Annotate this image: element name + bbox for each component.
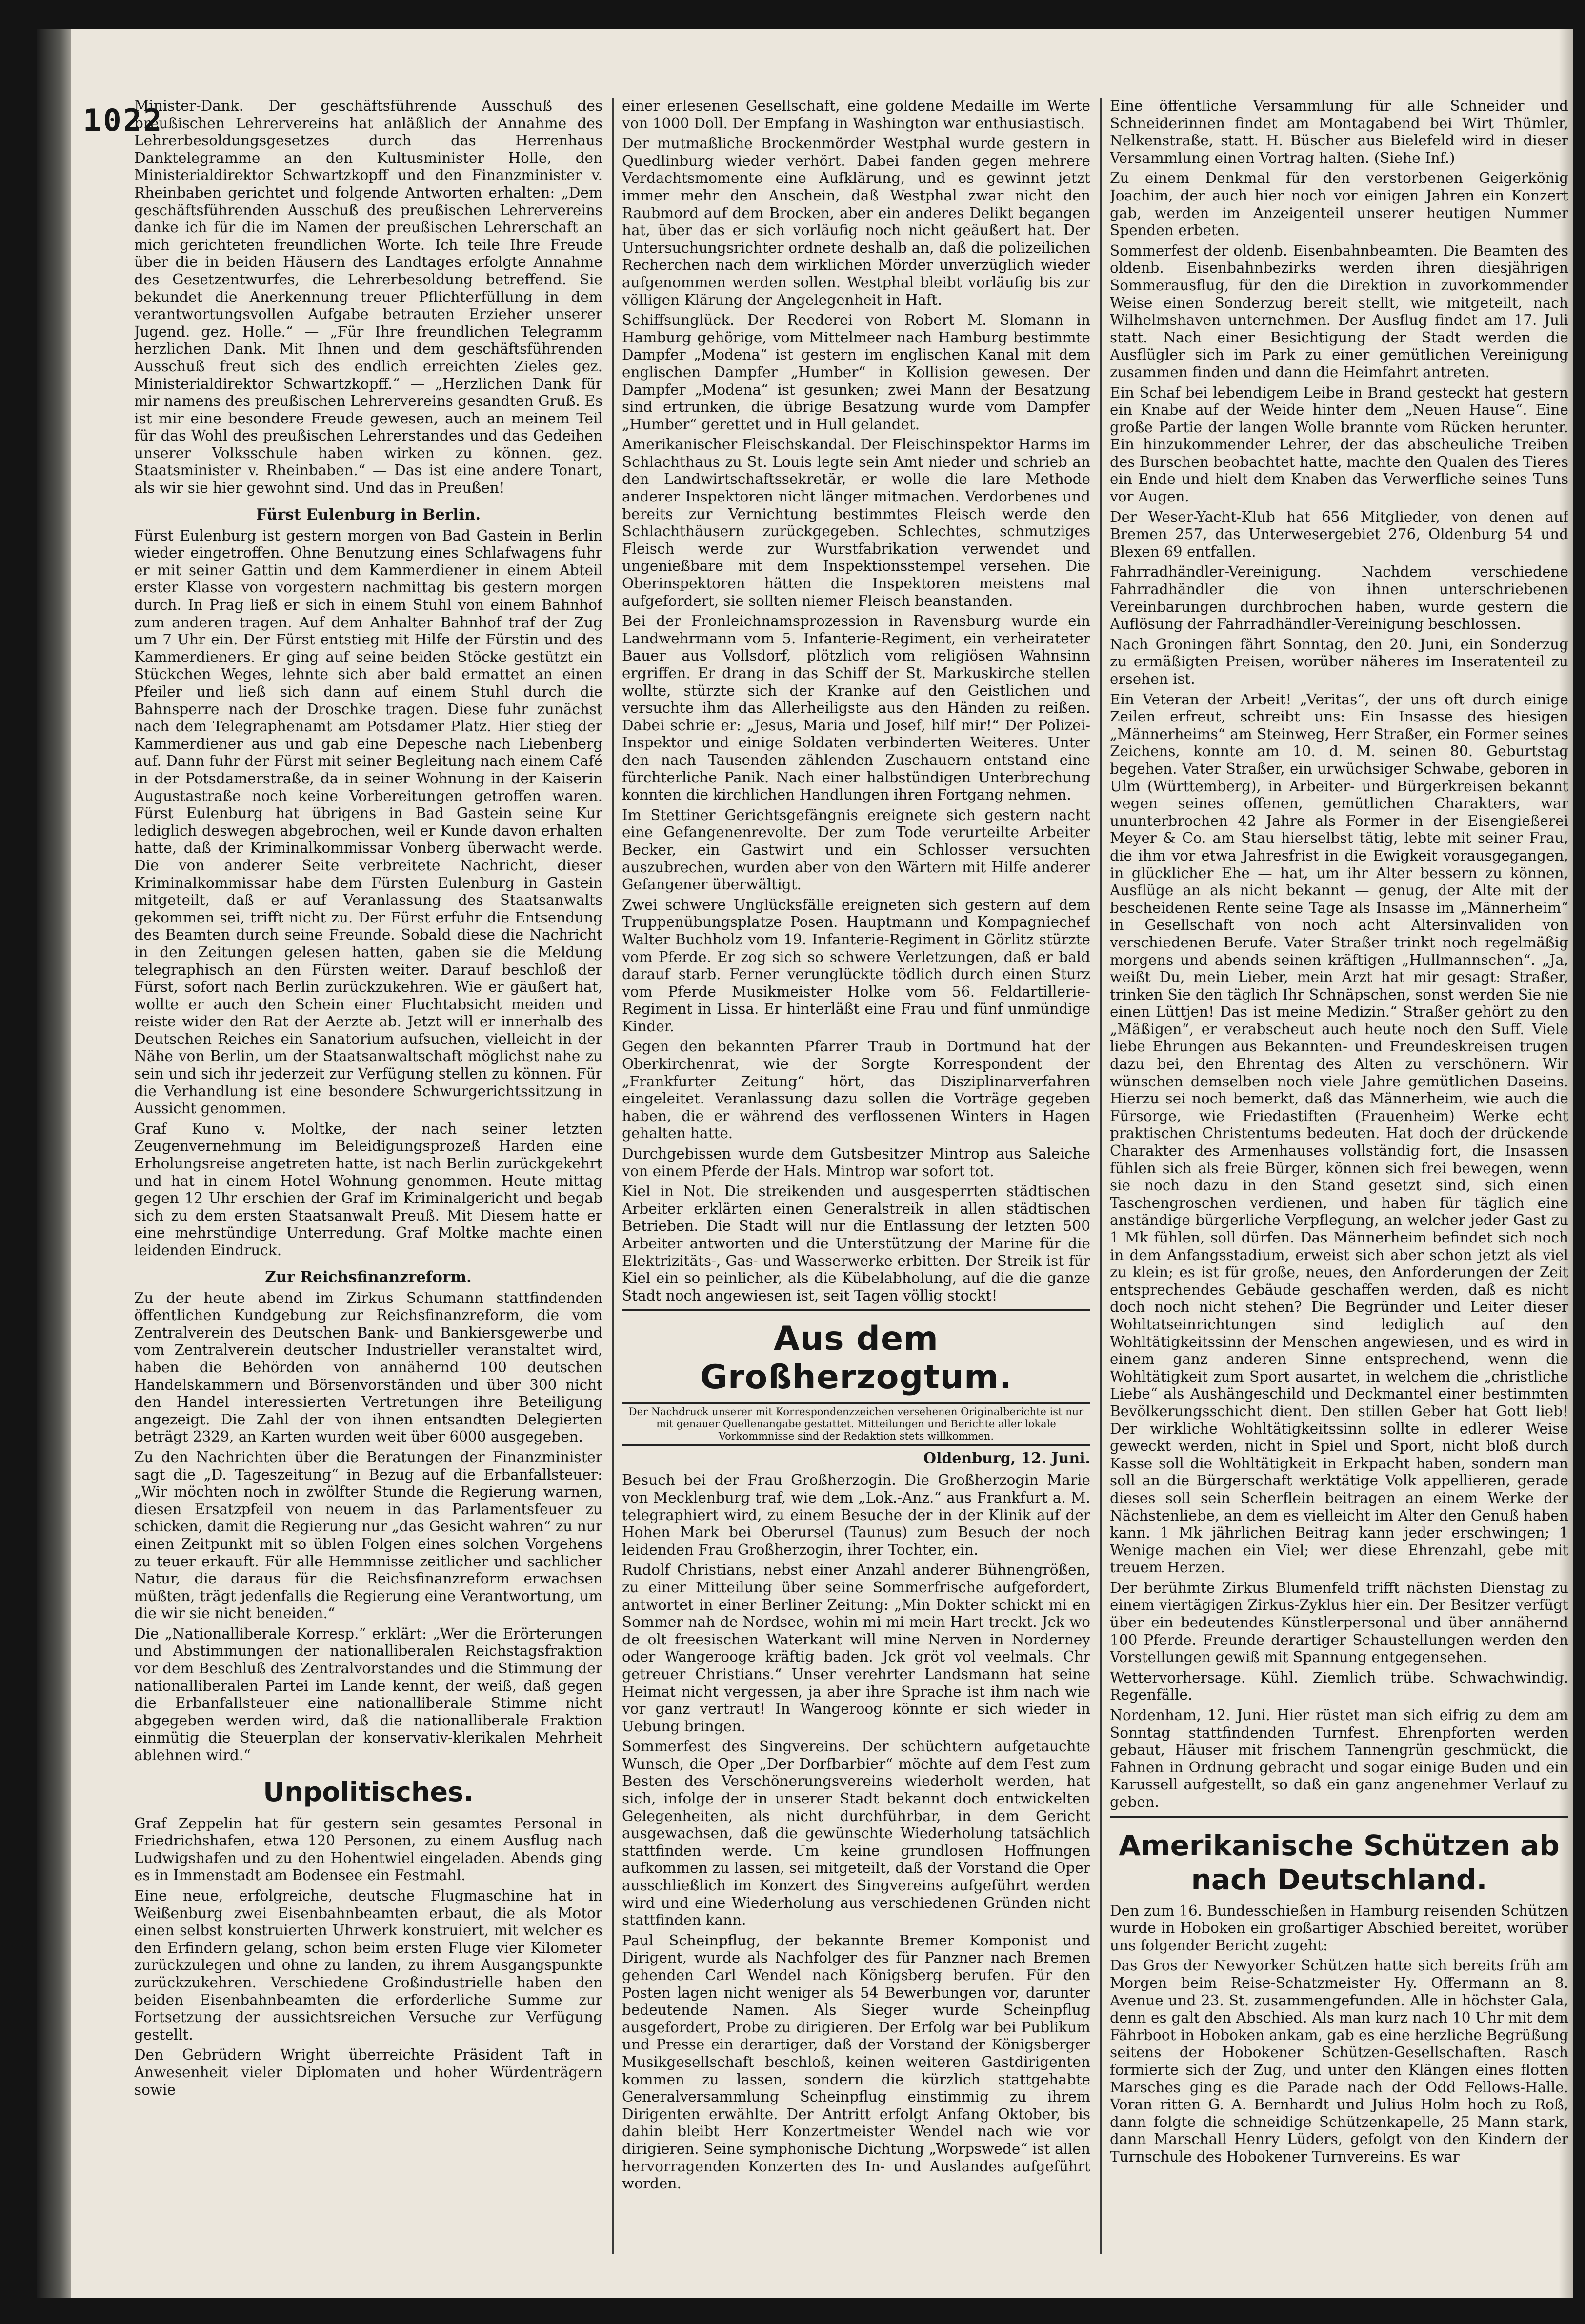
article-eulenburg: Fürst Eulenburg ist gestern morgen von Bad Gastein in Berlin wieder eingetroffen. Ohne Benutzung eines Schlafwagens fuhr er mit seiner Gattin und dem Kammerdiener in einem Abteil erster Klasse von vorgestern nachmittag bis gestern morgen durch. In Prag ließ er sich in einem Stuhl von einem Bahnhof zum anderen tragen. Auf dem Anhalter Bahnhof traf der Zug um 7 Uhr ein. Der Fürst entstieg mit Hilfe der Fürstin und des Kammerdieners. Er ging auf seine beiden Stöcke gestützt ein Stückchen Weges, lehnte sich aber bald ermattet an einen Pfeiler und ließ sich dann auf einem Stuhl durch die Bahnsperre nach der Droschke tragen. Diese fuhr zunächst nach dem Telegraphenamt am Potsdamer Platz. Hier stieg der Kammerdiener aus und gab eine Depesche nach Liebenberg auf. Dann fuhr der Fürst mit seiner Begleitung nach einem Café in der Potsdamerstraße, da in seiner Wohnung in der Kaiserin Augustastraße noch keine Vorbereitungen getroffen waren. Fürst Eulenburg hat übrigens in Bad Gastein seine Kur lediglich deswegen abgebrochen, weil er Kunde davon erhalten hatte, daß der Kriminalkommissar Vonberg überwacht werde. Die von anderer Seite verbreitete Nachricht, dieser Kriminalkommissar habe dem Fürsten Eulenburg in Gastein mitgeteilt, daß er auf Veranlassung des Staatsanwalts gekommen sei, trifft nicht zu. Der Fürst erfuhr die Entsendung des Beamten durch seine Freunde. Sobald diese die Nachricht in den Zeitungen gelesen hatten, gaben sie die Meldung telegraphisch an den Fürsten weiter. Darauf beschloß der Fürst, sofort nach Berlin zurückzukehren. Wie er gäußert hat, wollte er auch den Schein einer Fluchtabsicht meiden und reiste wider den Rat der Aerzte ab. Jetzt will er innerhalb des Deutschen Reiches ein Sanatorium aufsuchen, vielleicht in der Nähe von Berlin, um der Staatsanwaltschaft möglichst nahe zu sein und sich ihr jederzeit zur Verfügung stellen zu können. Für die Verhandlung ist eine besondere Schwurgerichtssitzung in Aussicht genommen.	[134, 527, 602, 1117]
divider-rule	[1110, 1816, 1568, 1818]
article-fahrradhaendler: Fahrradhändler-Vereinigung. Nachdem verschiedene Fahrradhändler die von ihnen unterschriebenen Vereinbarungen durchbrochen haben, wurde gestern die Auflösung der Fahrradhändler-Vereinigung beschlossen.	[1110, 563, 1568, 633]
column-1	[134, 98, 602, 2254]
article-schneider: Eine öffentliche Versammlung für alle Schneider und Schneiderinnen findet am Montagabend bei Wirt Thümler, Nelkenstraße, statt. H. Büscher aus Bielefeld wird in dieser Versammlung einen Vortrag halten. (Siehe Inf.)	[1110, 98, 1568, 166]
article-traub: Gegen den bekannten Pfarrer Traub in Dortmund hat der Oberkirchenrat, wie der Sorgte Korrespondent der „Frankfurter Zeitung“ hört, das Disziplinarverfahren eingeleitet. Veranlassung dazu sollen die Vorträge gegeben haben, die er während des verflossenen Winters in Hagen gehalten hatte.	[622, 1038, 1090, 1142]
article-christians: Rudolf Christians, nebst einer Anzahl anderer Bühnengrößen, zu einer Mitteilung über seine Sommerfrische aufgefordert, antwortet in einer Berliner Zeitung: „Min Dokter schickt mi en Sommer nah de Nordsee, wohin mi mi mein Hart treckt. Jck wo de olt freesischen Waterkant will mine Nerven in Norderney oder Wangerooge kräftig baden. Jck gröt vol veelmals. Chr getreuer Christians.“ Unser verehrter Landsmann hat seine Heimat nicht vergessen, ja aber ihre Sprache ist ihm nach wie vor ganz vertraut! In Wangeroog könnte er sich wieder in Uebung bringen.	[622, 1562, 1090, 1735]
column-3	[1110, 98, 1568, 2254]
article-ravensburg: Bei der Fronleichnamsprozession in Ravensburg wurde ein Landwehrmann vom 5. Infanterie-Regiment, ein verheirateter Bauer aus Vollsdorf, plötzlich vom religiösen Wahnsinn ergriffen. Er drang in das Schiff der St. Markuskirche stellen wollte, stürzte sich der Kranke auf den Geistlichen und versuchte ihm das Allerheiligste aus den Händen zu reißen. Dabei schrie er: „Jesus, Maria und Josef, hilf mir!“ Der Polizei-Inspektor und einige Soldaten verbinderten Weiteres. Unter den nach Tausenden zählenden Zuschauern entstand eine fürchterliche Panik. Nach einer halbstündigen Unterbrechung konnten die kirchlichen Handlungen ihren Fortgang nehmen.	[622, 613, 1090, 803]
section-headline-unpolitisches: Unpolitisches.	[263, 1776, 474, 1807]
article-wright: Den Gebrüdern Wright überreichte Präsident Taft in Anwesenheit vieler Diplomaten und hoher Würdenträgern sowie	[134, 2046, 602, 2098]
column-2	[622, 98, 1090, 2254]
article-schaf: Ein Schaf bei lebendigem Leibe in Brand gesteckt hat gestern ein Knabe auf der Weide hinter dem „Neuen Hause“. Eine große Partie der langen Wolle brannte vom Rücken herunter. Ein hinzukommender Lehrer, der das abscheuliche Treiben des Burschen beobachtet hatte, machte den Qualen des Tieres ein Ende und hielt dem Knaben das Verwerfliche seines Tuns vor Augen.	[1110, 384, 1568, 505]
section-headline-grossherzogtum: Aus dem Großherzogtum.	[700, 1320, 1012, 1397]
article-fleischskandal: Amerikanischer Fleischskandal. Der Fleischinspektor Harms im Schlachthaus zu St. Louis legte sein Amt nieder und schrieb an den Landwirtschaftssekretär, er wolle die lare Methode anderer Inspektoren nicht länger mitmachen. Verdorbenes und bereits zur Vernichtung bestimmtes Fleisch werde den Schlachthäusern zurückgegeben. Schlechtes, schmutziges Fleisch werde zur Wurstfabrikation verwendet und ungenießbare mit dem Inspektionsstempel versehen. Die Oberinspektoren hätten die Inspektoren meistens mal aufgefordert, sie sollten niemer Fleisch beanstanden.	[622, 436, 1090, 609]
article-zeppelin: Graf Zeppelin hat für gestern sein gesamtes Personal in Friedrichshafen, etwa 120 Personen, zu einem Ausflug nach Ludwigshafen und zu den Hohentwiel eingeladen. Abends ging es in Immenstadt am Bodensee ein Festmahl.	[134, 1815, 602, 1884]
article-nordenham: Nordenham, 12. Juni. Hier rüstet man sich eifrig zu dem am Sonntag stattfindenden Turnfest. Ehrenpforten werden gebaut, Häuser mit frischem Tannengrün geschmückt, die Fahnen in Ordnung gebracht und sogar einige Buden und ein Karussell aufgestellt, so daß ein ganz angenehmer Verlauf zu geben.	[1110, 1707, 1568, 1810]
article-zirkus: Der berühmte Zirkus Blumenfeld trifft nächsten Dienstag zu einem viertägigen Zirkus-Zyklus hier ein. Der Besitzer verfügt über ein bedeutendes Künstlerpersonal und über annähernd 100 Pferde. Freunde derartiger Schaustellungen werden den Vorstellungen gewiß mit Spannung entgegensehen.	[1110, 1579, 1568, 1666]
article-finanzreform-2: Zu den Nachrichten über die Beratungen der Finanzminister sagt die „D. Tageszeitung“ in Bezug auf die Erbanfallsteuer: „Wir möchten noch in zwölfter Stunde die Regierung warnen, diesen Ersatzpfeil von neuem in das Parlamentsfeuer zu schicken, damit die Regierung nur „das Gesicht wahren“ zu nur einen Zeitpunkt mit so üblen Folgen eines solchen Vorgehens zu teuer erkauft. Für alle Hemmnisse zeitlicher und sachlicher Natur, die daraus für die Reichsfinanzreform erwachsen müßten, trägt jedenfalls die Regierung eine Verantwortung, um die wir sie nicht beneiden.“	[134, 1448, 602, 1622]
article-durchgebissen: Durchgebissen wurde dem Gutsbesitzer Mintrop aus Saleiche von einem Pferde der Hals. Mintrop war sofort tot.	[622, 1145, 1090, 1180]
article-ungluecksfaelle: Zwei schwere Unglücksfälle ereigneten sich gestern auf dem Truppenübungsplatze Posen. Hauptmann und Kompagniechef Walter Buchholz vom 19. Infanterie-Regiment in Görlitz stürzte vom Pferde. Er zog sich so schwere Verletzungen, daß er bald darauf starb. Ferner verunglückte tödlich durch einen Sturz vom Pferde Musikmeister Holke vom 56. Feldartillerie-Regiment in Lissa. Er hinterläßt eine Frau und fünf unmündige Kinder.	[622, 896, 1090, 1035]
page-edge-shadow	[37, 29, 71, 2298]
article-finanzreform-3: Die „Nationalliberale Korresp.“ erklärt: „Wer die Erörterungen und Abstimmungen der nationalliberalen Reichstagsfraktion vor dem Beschluß des Zentralvorstandes und die Stimmung der nationalliberalen Partei im Lande kennt, der weiß, daß gegen die Erbanfallsteuer eine nationalliberale Stimme nicht abgegeben werden wird, daß die nationalliberale Fraktion einmütig die Steuerplan der konservativ-klerikalen Mehrheit ablehnen wird.“	[134, 1625, 602, 1764]
headline-eulenburg: Fürst Eulenburg in Berlin.	[256, 505, 481, 523]
reprint-notice: Der Nachdruck unserer mit Korrespondenzzeichen versehenen Originalberichte ist nur mit genauer Quellenangabe gestattet. Mitteilungen und Berichte aller lokale Vorkommnisse sind der Redaktion stets willkommen.	[622, 1402, 1090, 1446]
article-veteran: Ein Veteran der Arbeit! „Veritas“, der uns oft durch einige Zeilen erfreut, schreibt uns: Ein Insasse des hiesigen „Männerheims“ am Steinweg, Herr Straßer, ein Former seines Zeichens, konnte am 10. d. M. seinen 80. Geburtstag begehen. Vater Straßer, ein urwüchsiger Schwabe, geboren in Ulm (Württemberg), in Arbeiter- und Bürgerkreisen bekannt wegen seines offenen, gemütlichen Charakters, war ununterbrochen 42 Jahre als Former in der Eisengießerei Meyer & Co. am Stau hierselbst tätig, lebte mit seiner Frau, die ihm vor etwa Jahresfrist in die Ewigkeit vorausgegangen, in glücklicher Ehe — hat, um ihr Alter bessern zu können, Ausflüge an als nicht bekannt — genug, der Alte mit der bescheidenen Rente seine Tage als Insasse im „Männerheim“ in Gesellschaft von noch acht Altersinvaliden von verschiedenen Berufe. Vater Straßer trinkt noch regelmäßig morgens und abends seinen kräftigen „Hullmannschen“. „Ja, weißt Du, mein Lieber, mein Arzt hat mir gesagt: Straßer, trinken Sie den täglich Ihr Schnäpschen, sonst werden Sie nie einen Lüttjen! Das ist meine Medizin.“ Straßer gehört zu den „Mäßigen“, er verabscheut auch heute noch den Suff. Viele liebe Ehrungen aus Bekannten- und Freundeskreisen trugen dazu bei, den Ehrentag des Alten zu verschönern. Wir wünschen demselben noch viele Jahre gemütlichen Daseins. Hierzu sei noch bemerkt, daß das Männerheim, wie auch die Fürsorge, wie Friedastiften (Frauenheim) Werke echt praktischen Christentums bedeuten. Hat doch der drückende Charakter des Armenhauses vollständig fort, die Insassen fühlen sich als freie Bürger, können sich frei bewegen, wenn sie noch dazu in den Stand gesetzt sind, sich einen Taschengroschen verdienen, und haben für täglich eine anständige bürgerliche Verpflegung, an welcher jeder Gast zu 1 Mk fühlen, soll dürfen. Das Männerheim befindet sich noch in dem Anfangsstadium, erweist sich aber schon jetzt als viel zu klein; es ist für große, neues, den Anforderungen der Zeit entsprechendes Gebäude geschaffen werden, daß es nicht doch noch nicht stehen? Die Begründer und Leiter dieser Wohltatseinrichtungen sind lediglich auf den Wohltätigkeitssinn der Menschen angewiesen, und es wird in einem ganz anderen Sinne entsprechend, wenn die Wohltätigkeit zum Sport ausartet, in welchem die „christliche Liebe“ als Aushängeschild und Deckmantel einer bestimmten Bevölkerungsschicht dient. Den stillen Geber hat Gott lieb! Der wirkliche Wohltätigkeitssinn sollte in edlerer Weise geweckt werden, nicht in Spiel und Sport, nicht bloß durch Kasse soll die Wohltätigkeit in Erkpacht haben, sondern man soll an die Bürgerschaft werktätige Volk appellieren, gerade dieses soll sein Scherflein beitragen an einem Werke der Nächstenliebe, an dem es vielleicht im Alter den Genuß haben kann. 1 Mk jährlichen Beitrag kann jeder erschwingen; 1 Wenige machen ein Viel; wer diese Ehrenzahl, gebe mit treuem Herzen.	[1110, 691, 1568, 1576]
section-headline-schuetzen: Amerikanische Schützen ab nach Deutschland.	[1119, 1828, 1560, 1896]
headline-reichsfinanzreform: Zur Reichsfinanzreform.	[265, 1268, 472, 1286]
article-yacht-klub: Der Weser-Yacht-Klub hat 656 Mitglieder, von denen auf Bremen 257, das Unterwesergebiet 276, Oldenburg 54 und Blexen 69 entfallen.	[1110, 508, 1568, 560]
article-groningen: Nach Groningen fährt Sonntag, den 20. Juni, ein Sonderzug zu ermäßigten Preisen, worüber näheres im Inseratenteil zu ersehen ist.	[1110, 636, 1568, 687]
article-joachim: Zu einem Denkmal für den verstorbenen Geigerkönig Joachim, der auch hier noch vor einigen Jahren ein Konzert gab, werden im Anzeigenteil unserer heutigen Nummer Spenden erbeten.	[1110, 170, 1568, 239]
article-wetter: Wettervorhersage. Kühl. Ziemlich trübe. Schwachwindig. Regenfälle.	[1110, 1669, 1568, 1703]
article-moltke: Graf Kuno v. Moltke, der nach seiner letzten Zeugenvernehmung im Beleidigungsprozeß Harden eine Erholungsreise angetreten hatte, ist nach Berlin zurückgekehrt und hat in einem Hotel Wohnung genommen. Heute mittag gegen 12 Uhr erschien der Graf im Kriminalgericht und begab sich zu dem ersten Staatsanwalt Preuß. Mit Diesem hatte er eine mehrstündige Unterredung. Graf Moltke machte einen leidenden Eindruck.	[134, 1120, 602, 1259]
column-divider	[612, 98, 614, 2254]
article-singverein: Sommerfest des Singvereins. Der schüchtern aufgetauchte Wunsch, die Oper „Der Dorfbarbier“ möchte auf dem Fest zum Besten des Verschönerungsvereins wiederholt werden, hat sich, infolge der in unserer Stadt bekannt doch entwickelten Gelegenheiten, als nicht durchführbar, in dem Gericht ausgewachsen, daß die gewünschte Wiederholung tatsächlich stattfinden werde. Um keine grundlosen Hoffnungen aufkommen zu lassen, sei mitgeteilt, daß der Vorstand die Oper ausschließlich im Konzert des Singvereins aufgeführt werden wird und eine Wiederholung aus verschiedenen Gründen nicht stattfinden kann.	[622, 1738, 1090, 1929]
newspaper-page	[37, 29, 1573, 2298]
article-brockenmoerder: Der mutmaßliche Brockenmörder Westphal wurde gestern in Quedlinburg wieder verhört. Dabei fanden gegen mehrere Verdachtsmomente eine Aufklärung, und es gewinnt jetzt immer mehr den Anschein, daß Westphal zwar nicht den Raubmord auf dem Brocken, aber ein anderes Delikt begangen hat, über das er sich vorläufig noch nicht geäußert hat. Der Untersuchungsrichter ordnete deshalb an, daß die polizeilichen Recherchen nach dem wirklichen Mörder unverzüglich wieder aufgenommen werden sollen. Westphal bleibt vorläufig bis zur völligen Klärung der Angelegenheit in Haft.	[622, 135, 1090, 308]
divider-rule	[622, 1309, 1090, 1311]
column-divider	[1100, 98, 1102, 2254]
article-eisenbahnbeamte: Sommerfest der oldenb. Eisenbahnbeamten. Die Beamten des oldenb. Eisenbahnbezirks werden ihren diesjährigen Sommerausflug, für den die Direktion in zuvorkommender Weise einen Sonderzug bereit stellt, wie mitgeteilt, nach Wilhelmshaven unternehmen. Der Ausflug findet am 17. Juli statt. Nach einer Besichtigung der Stadt werden die Ausflügler sich im Park zu einer gemütlichen Vereinigung zusammen finden und dann die Heimfahrt antreten.	[1110, 242, 1568, 381]
dateline-oldenburg: Oldenburg, 12. Juni.	[923, 1450, 1090, 1467]
article-minister-dank: Minister-Dank. Der geschäftsführende Ausschuß des preußischen Lehrervereins hat anläßlich der Annahme des Lehrerbesoldungsgesetzes durch das Herrenhaus Danktelegramme an den Kultusminister Holle, den Ministerialdirektor Schwartzkopff und den Finanzminister v. Rheinbaben gerichtet und folgende Antworten erhalten: „Dem geschäftsführenden Ausschuß des preußischen Lehrervereins danke ich für die im Namen der preußischen Lehrerschaft an mich gerichteten freundlichen Worte. Ich teile Ihre Freude über die in beiden Häusern des Landtages erfolgte Annahme des Gesetzentwurfes, die Lehrerbesoldung betreffend. Sie bekundet die Anerkennung treuer Pflichterfüllung in dem verantwortungsvollen Aufgabe betrauten Erzieher unserer Jugend. gez. Holle.“ — „Für Ihre freundlichen Telegramm herzlichen Dank. Mit Ihnen und dem geschäftsführenden Ausschuß freut sich des endlich erreichten Zieles gez. Ministerialdirektor Schwartzkopff.“ — „Herzlichen Dank für mir namens des preußischen Lehrervereins gesandten Gruß. Es ist mir eine besondere Freude gewesen, auch an meinem Teil für das Wohl des preußischen Lehrerstandes und das Gedeihen unserer Volksschule haben wirken zu können. gez. Staatsminister v. Rheinbaben.“ — Das ist eine andere Tonart, als wir sie hier gewohnt sind. Und das in Preußen!	[134, 98, 602, 497]
article-schiffsunglueck: Schiffsunglück. Der Reederei von Robert M. Slomann in Hamburg gehörige, vom Mittelmeer nach Hamburg bestimmte Dampfer „Modena“ ist gestern im englischen Kanal mit dem englischen Dampfer „Humber“ in Kollision gewesen. Der Dampfer „Modena“ ist gesunken; zwei Mann der Besatzung sind ertrunken, die übrige Besatzung wurde vom Dampfer „Humber“ gerettet und in Hull gelandet.	[622, 312, 1090, 433]
article-scheinpflug: Paul Scheinpflug, der bekannte Bremer Komponist und Dirigent, wurde als Nachfolger des für Panzner nach Bremen gehenden Carl Wendel nach Königsberg berufen. Für den Posten lagen nicht weniger als 54 Bewerbungen vor, darunter bedeutende Namen. Als Sieger wurde Scheinpflug ausgefordert, Probe zu dirigieren. Der Erfolg war bei Publikum und Presse ein derartiger, daß der Vorstand der Königsberger Musikgesellschaft beschloß, keinen weiteren Gastdirigenten kommen zu lassen, sondern die kürzlich stattgehabte Generalversammlung Scheinpflug einstimmig zu ihrem Dirigenten erwählte. Der Antritt erfolgt Anfang Oktober, bis dahin bleibt Herr Konzertmeister Wendel nach wie vor dirigieren. Seine symphonische Dichtung „Worpswede“ ist allen hervorragenden Konzerten des In- und Auslandes aufgeführt worden.	[622, 1932, 1090, 2192]
article-schuetzen-intro: Den zum 16. Bundesschießen in Hamburg reisenden Schützen wurde in Hoboken ein großartiger Abschied bereitet, worüber uns folgender Bericht zugeht:	[1110, 1902, 1568, 1954]
article-stettin: Im Stettiner Gerichtsgefängnis ereignete sich gestern nacht eine Gefangenenrevolte. Der zum Tode verurteilte Arbeiter Becker, ein Gastwirt und ein Schlosser versuchten auszubrechen, wurden aber von den Wärtern mit Hilfe anderer Gefangener überwältigt.	[622, 806, 1090, 893]
article-flugmaschine: Eine neue, erfolgreiche, deutsche Flugmaschine hat in Weißenburg zwei Eisenbahnbeamten erbaut, die als Motor einen selbst konstruierten Uhrwerk konstruiert, mit welcher es den Erfindern gelang, schon beim ersten Fluge vier Kilometer zurückzulegen und ohne zu landen, zu ihrem Ausgangspunkte zurückzukehren. Verschiedene Großindustrielle haben den beiden Eisenbahnbeamten die erforderliche Summe zur Fortsetzung der aussichtsreichen Versuche zur Verfügung gestellt.	[134, 1887, 602, 2043]
article-grossherzogin: Besuch bei der Frau Großherzogin. Die Großherzogin Marie von Mecklenburg traf, wie dem „Lok.-Anz.“ aus Frankfurt a. M. telegraphiert wird, zu einem Besuche der in der Klinik auf der Hohen Mark bei Oberursel (Taunus) zum Besuch der noch leidenden Frau Großherzogin, ihrer Tochter, ein.	[622, 1472, 1090, 1558]
article-wright-cont: einer erlesenen Gesellschaft, eine goldene Medaille im Werte von 1000 Doll. Der Empfang in Washington war enthusiastisch.	[622, 98, 1090, 132]
article-kiel: Kiel in Not. Die streikenden und ausgesperrten städtischen Arbeiter erklärten einen Generalstreik in allen städtischen Betrieben. Die Stadt will nur die Entlassung der letzten 500 Arbeiter antworten und die Unterstützung der Marine für die Elektrizitäts-, Gas- und Wasserwerke erbitten. Der Streik ist für Kiel ein so peinlicher, als die Kübelabholung, auf die die ganze Stadt noch angewiesen ist, seit Tagen völlig stockt!	[622, 1183, 1090, 1304]
page-number: 1022	[83, 102, 164, 138]
article-finanzreform-1: Zu der heute abend im Zirkus Schumann stattfindenden öffentlichen Kundgebung zur Reichsfinanzreform, die vom Zentralverein des Deutschen Bank- und Bankiersgewerbe und vom Zentralverein deutscher Industrieller veranstaltet wird, haben die Behörden von annähernd 100 deutschen Handelskammern und Börsenvorständen und über 300 nicht den Handel interessierten Vertretungen ihre Beteiligung angezeigt. Die Zahl der von ihnen entsandten Delegierten beträgt 2329, an Karten wurden weit über 6000 ausgegeben.	[134, 1289, 602, 1445]
article-schuetzen: Das Gros der Newyorker Schützen hatte sich bereits früh am Morgen beim Reise-Schatzmeister Hy. Offermann an 8. Avenue und 23. St. zusammengefunden. Alle in höchster Gala, denn es galt den Abschied. Als man kurz nach 10 Uhr mit dem Fährboot in Hoboken ankam, gab es eine herzliche Begrüßung seitens der Hobokener Schützen-Gesellschaften. Rasch formierte sich der Zug, und unter den Klängen eines flotten Marsches ging es die Parade nach der Odd Fellows-Halle. Voran ritten G. A. Bernhardt und Julius Holm hoch zu Roß, dann folgte die schneidige Schützenkapelle, 25 Mann stark, dann Marschall Henry Lüders, gefolgt von den Kindern der Turnschule des Hobokener Turnvereins. Es war	[1110, 1957, 1568, 2165]
